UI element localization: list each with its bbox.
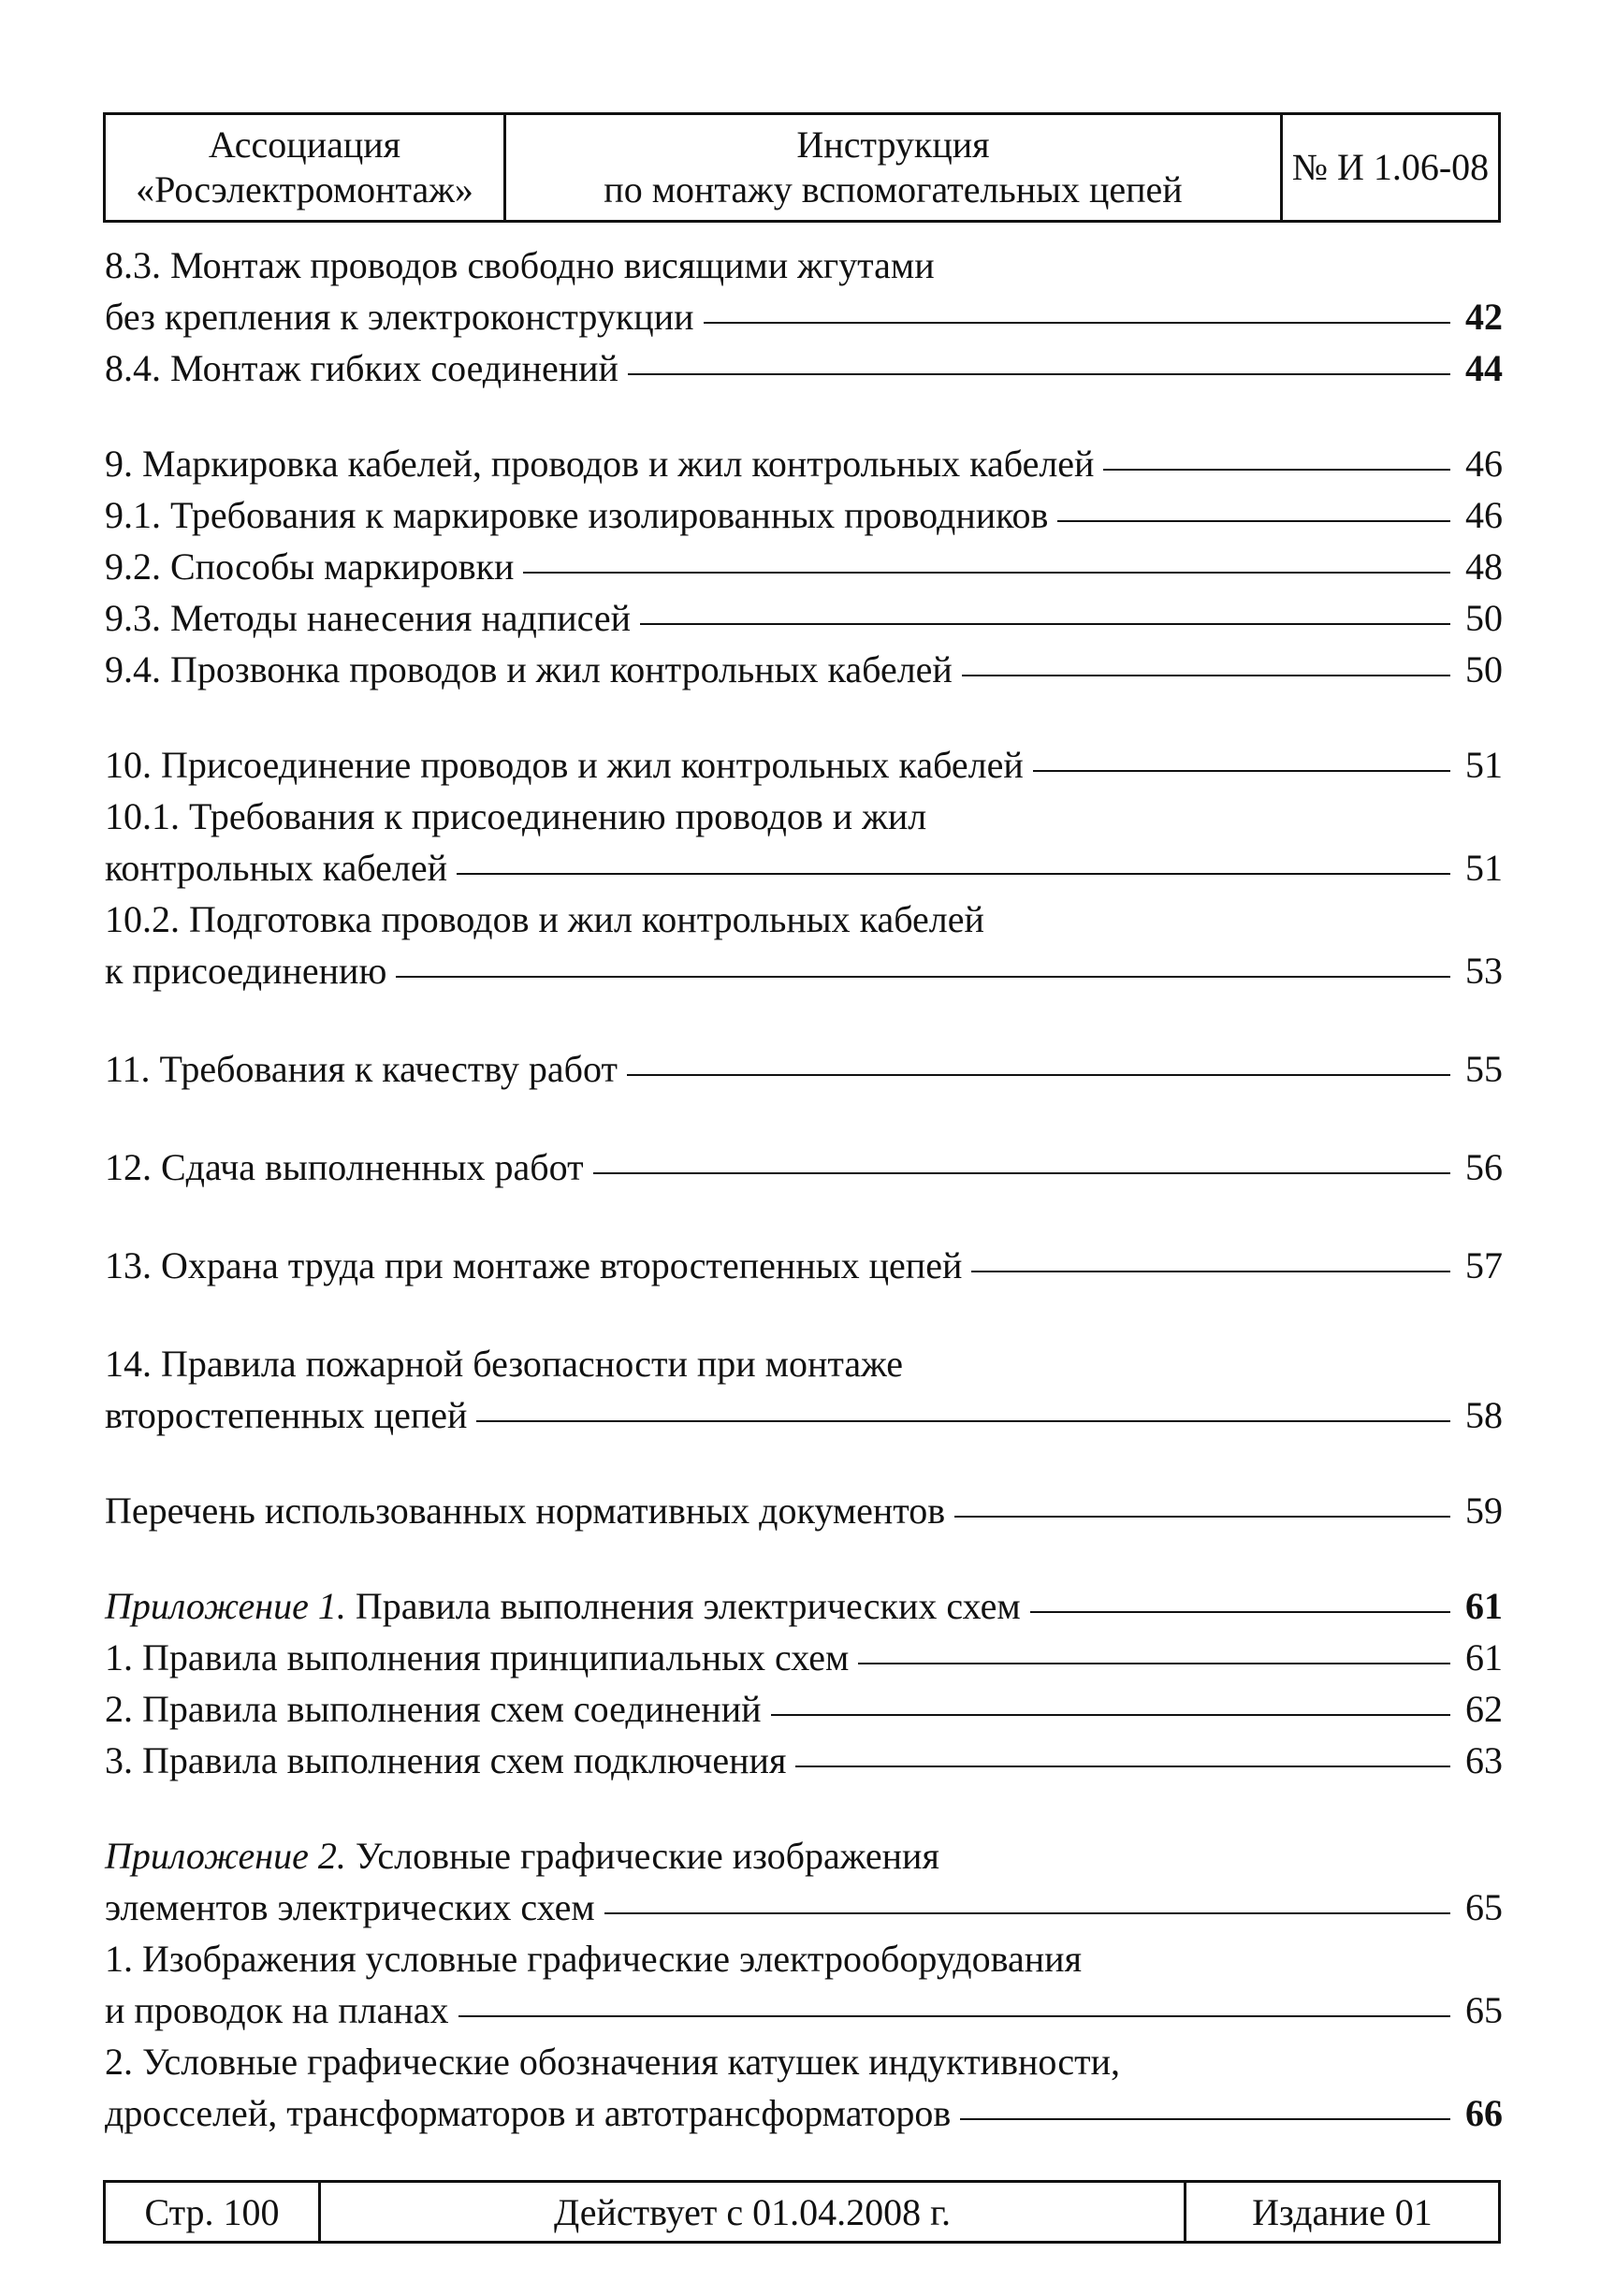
document-number: № И 1.06-08 — [1291, 146, 1490, 188]
toc-entry-title: 1. Правила выполнения принципиальных схем — [105, 1636, 850, 1678]
toc-entry-title: дросселей, трансформаторов и автотрансформаторов — [105, 2092, 952, 2134]
toc-page-number: 46 — [1465, 494, 1503, 536]
toc-leader-line — [1033, 770, 1450, 772]
toc-leader-line — [604, 1912, 1450, 1914]
document-title-line-1: Инструкция — [796, 124, 990, 166]
table-of-contents — [105, 240, 1503, 2139]
toc-entry-title: 2. Условные графические обозначения катушек индуктивности, — [105, 2041, 1121, 2083]
toc-page-number: 56 — [1465, 1146, 1503, 1188]
document-number-cell — [1283, 115, 1498, 220]
toc-page-number: 62 — [1465, 1688, 1503, 1730]
toc-entry-title: второстепенных цепей — [105, 1394, 468, 1436]
toc-page-number: 59 — [1465, 1489, 1503, 1532]
toc-page-number: 50 — [1465, 648, 1503, 690]
toc-leader-line — [458, 2015, 1451, 2017]
toc-entry — [105, 1485, 1503, 1536]
toc-entry — [105, 240, 1503, 291]
toc-entry — [105, 1141, 1503, 1193]
toc-entry-title: 9.3. Методы нанесения надписей — [105, 597, 632, 639]
toc-entry-title: 8.3. Монтаж проводов свободно висящими жгутами — [105, 244, 935, 286]
toc-leader-line — [795, 1766, 1450, 1767]
toc-page-number: 65 — [1465, 1989, 1503, 2031]
toc-entry-title: элементов электрических схем — [105, 1886, 595, 1928]
toc-leader-line — [457, 873, 1450, 875]
toc-entry — [105, 489, 1503, 541]
toc-page-number: 50 — [1465, 597, 1503, 639]
toc-leader-line — [640, 623, 1450, 625]
toc-entry-title: 3. Правила выполнения схем подключения — [105, 1739, 787, 1781]
toc-page-number: 46 — [1465, 443, 1503, 485]
toc-leader-line — [971, 1271, 1450, 1272]
toc-entry — [105, 1580, 1503, 1632]
toc-page-number: 61 — [1465, 1636, 1503, 1678]
toc-entry — [105, 894, 1503, 945]
toc-page-number: 53 — [1465, 950, 1503, 992]
toc-entry — [105, 1933, 1503, 1984]
toc-page-number: 42 — [1465, 296, 1503, 338]
toc-entry — [105, 739, 1503, 791]
toc-entry-title: Перечень использованных нормативных документов — [105, 1489, 946, 1532]
toc-entry-title: к присоединению — [105, 950, 387, 992]
appendix-title: Условные графические изображения — [345, 1835, 939, 1877]
toc-page-number: 48 — [1465, 545, 1503, 588]
toc-entry-title: 12. Сдача выполненных работ — [105, 1146, 584, 1188]
toc-entry-title: 11. Требования к качеству работ — [105, 1048, 618, 1090]
toc-entry — [105, 438, 1503, 489]
toc-entry — [105, 541, 1503, 592]
toc-leader-line — [704, 322, 1450, 324]
toc-leader-line — [627, 1074, 1450, 1076]
toc-page-number: 65 — [1465, 1886, 1503, 1928]
footer-table — [103, 2180, 1501, 2244]
organization-line-2: «Росэлектромонтаж» — [136, 168, 473, 211]
toc-leader-line — [628, 373, 1450, 375]
toc-leader-line — [858, 1663, 1450, 1664]
edition-cell: Издание 01 — [1252, 2190, 1433, 2233]
toc-entry-title: контрольных кабелей — [105, 847, 448, 889]
toc-page-number: 51 — [1465, 847, 1503, 889]
toc-entry — [105, 1389, 1503, 1441]
toc-entry — [105, 791, 1503, 842]
toc-entry-title: 10.1. Требования к присоединению проводов и жил — [105, 795, 927, 837]
toc-entry-title: и проводок на планах — [105, 1989, 449, 2031]
toc-entry — [105, 842, 1503, 894]
toc-page-number: 61 — [1465, 1585, 1503, 1627]
toc-entry — [105, 1338, 1503, 1389]
valid-from-cell: Действует с 01.04.2008 г. — [321, 2183, 1186, 2241]
toc-entry — [105, 342, 1503, 394]
toc-leader-line — [962, 675, 1450, 676]
toc-page-number: 51 — [1465, 744, 1503, 786]
document-title-cell — [506, 115, 1283, 220]
toc-entry-title: 2. Правила выполнения схем соединений — [105, 1688, 762, 1730]
toc-entry-title: 9.4. Прозвонка проводов и жил контрольных кабелей — [105, 648, 953, 690]
toc-leader-line — [476, 1420, 1450, 1422]
toc-leader-line — [1103, 469, 1450, 471]
toc-leader-line — [396, 976, 1450, 978]
toc-page-number: 55 — [1465, 1048, 1503, 1090]
toc-page-number: 63 — [1465, 1739, 1503, 1781]
toc-entry-title — [105, 1830, 939, 1882]
toc-entry — [105, 1683, 1503, 1735]
toc-entry-title: 9.1. Требования к маркировке изолированных проводников — [105, 494, 1049, 536]
toc-leader-line — [960, 2118, 1450, 2120]
toc-page-number: 57 — [1465, 1244, 1503, 1286]
toc-entry — [105, 1735, 1503, 1786]
toc-entry — [105, 1632, 1503, 1683]
toc-entry-title: 13. Охрана труда при монтаже второстепенных цепей — [105, 1244, 963, 1286]
toc-leader-line — [771, 1714, 1450, 1716]
toc-entry-title: 8.4. Монтаж гибких соединений — [105, 347, 618, 389]
toc-entry — [105, 291, 1503, 342]
toc-leader-line — [1030, 1611, 1450, 1613]
toc-entry — [105, 592, 1503, 644]
toc-entry-title: 14. Правила пожарной безопасности при монтаже — [105, 1343, 903, 1385]
toc-leader-line — [1057, 520, 1450, 522]
toc-page-number: 66 — [1465, 2092, 1503, 2134]
toc-entry-title: 1. Изображения условные графические электрооборудования — [105, 1938, 1082, 1980]
organization-cell — [106, 115, 506, 220]
appendix-label: Приложение 1. — [105, 1585, 346, 1627]
toc-leader-line — [593, 1172, 1450, 1174]
document-title-line-2: по монтажу вспомогательных цепей — [604, 168, 1183, 211]
toc-entry — [105, 1882, 1503, 1933]
page-number-cell: Стр. 100 — [106, 2183, 321, 2241]
toc-entry-title: без крепления к электроконструкции — [105, 296, 694, 338]
toc-entry — [105, 644, 1503, 695]
header-table — [103, 112, 1501, 223]
toc-entry — [105, 1240, 1503, 1291]
toc-page-number: 58 — [1465, 1394, 1503, 1436]
organization-line-1: Ассоциация — [208, 124, 401, 166]
toc-entry — [105, 2087, 1503, 2139]
toc-entry-title — [105, 1580, 1021, 1632]
toc-entry-title: 10.2. Подготовка проводов и жил контрольных кабелей — [105, 898, 984, 940]
appendix-label: Приложение 2. — [105, 1835, 346, 1877]
toc-entry-title: 10. Присоединение проводов и жил контрольных кабелей — [105, 744, 1024, 786]
toc-entry — [105, 1830, 1503, 1882]
toc-entry — [105, 1043, 1503, 1095]
toc-entry — [105, 945, 1503, 996]
toc-entry-title: 9. Маркировка кабелей, проводов и жил контрольных кабелей — [105, 443, 1095, 485]
toc-entry-title: 9.2. Способы маркировки — [105, 545, 515, 588]
toc-leader-line — [954, 1516, 1450, 1518]
toc-entry — [105, 1984, 1503, 2036]
appendix-title: Правила выполнения электрических схем — [345, 1585, 1021, 1627]
toc-entry — [105, 2036, 1503, 2087]
toc-leader-line — [523, 572, 1450, 574]
toc-page-number: 44 — [1465, 347, 1503, 389]
